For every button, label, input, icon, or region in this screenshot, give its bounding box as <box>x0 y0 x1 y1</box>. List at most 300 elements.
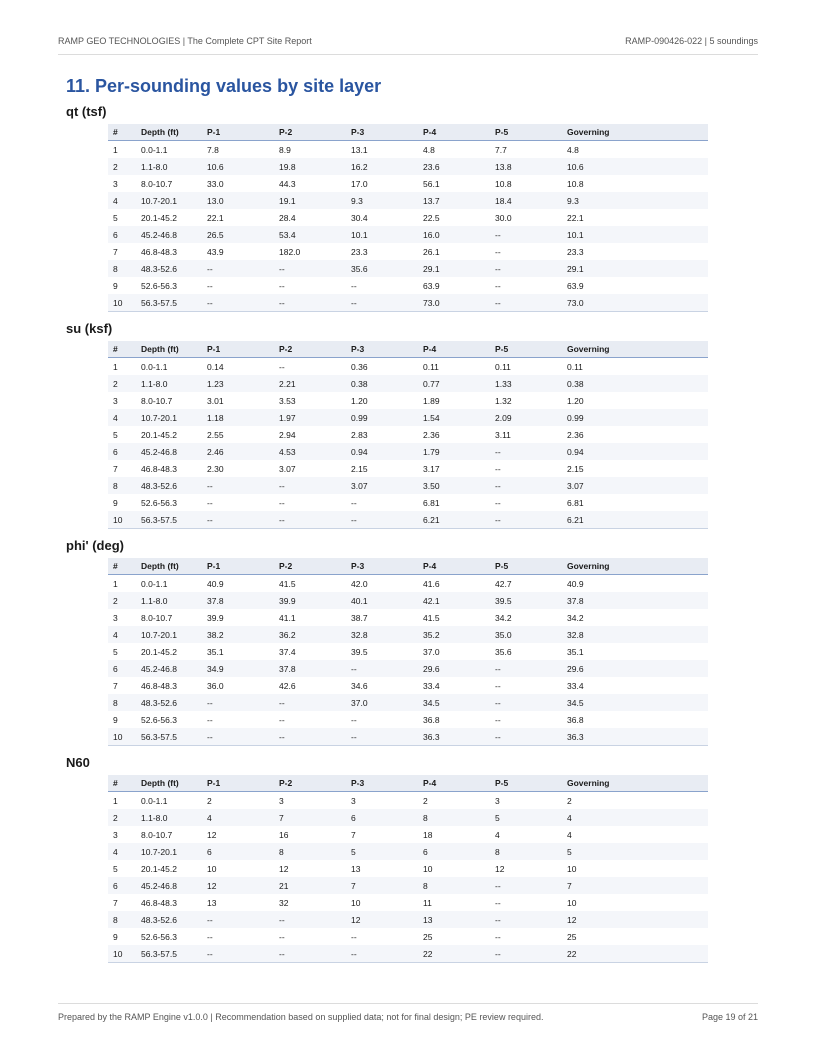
column-header: P-1 <box>202 124 274 141</box>
table-cell: 39.5 <box>490 592 562 609</box>
table-cell: 2 <box>207 795 212 806</box>
table-cell: 52.6-56.3 <box>141 497 177 508</box>
table-cell: 6 <box>202 843 274 860</box>
table-cell: 35.2 <box>418 626 490 643</box>
table-cell: 29.6 <box>418 660 490 677</box>
table-cell: 13.7 <box>418 192 490 209</box>
table-cell: 10 <box>108 511 136 529</box>
table-cell: 12 <box>562 911 708 928</box>
page-number: Page 19 of 21 <box>701 1012 758 1022</box>
table-cell: 9.3 <box>346 192 418 209</box>
table-row <box>108 928 708 945</box>
table-cell: -- <box>495 931 501 942</box>
table-row <box>108 409 708 426</box>
table-cell: -- <box>490 226 562 243</box>
table-cell: 8.0-10.7 <box>141 829 173 840</box>
table-cell: 29.1 <box>418 260 490 277</box>
table-cell: 9 <box>113 497 118 508</box>
table-cell: 3 <box>495 795 500 806</box>
table-cell: 48.3-52.6 <box>136 911 202 928</box>
table-cell: 2.21 <box>274 375 346 392</box>
table-cell: -- <box>490 511 562 529</box>
table-cell: 8.0-10.7 <box>141 612 173 623</box>
table-cell: 7 <box>351 829 356 840</box>
table-row <box>108 426 708 443</box>
table-cell: 4 <box>108 843 136 860</box>
table-cell: 2 <box>108 375 136 392</box>
table-cell: 0.11 <box>423 361 439 372</box>
page-footer <box>58 1003 758 1024</box>
table-cell: 22.1 <box>207 212 224 223</box>
table-cell: 1.89 <box>423 395 440 406</box>
table-cell: 8.0-10.7 <box>141 178 173 189</box>
table-cell: 48.3-52.6 <box>136 694 202 711</box>
table-cell: -- <box>346 660 418 677</box>
table-cell: 12 <box>346 911 418 928</box>
table-cell: 16.0 <box>418 226 490 243</box>
table-cell: 33.0 <box>207 178 224 189</box>
table-cell: 7.7 <box>495 144 507 155</box>
table-cell: 10 <box>207 863 217 874</box>
table-cell: 29.1 <box>562 260 708 277</box>
table-cell: -- <box>495 497 501 508</box>
table-cell: 0.14 <box>207 361 224 372</box>
table-row <box>108 609 708 626</box>
table-cell: 4.8 <box>567 144 579 155</box>
table-cell: 2.30 <box>207 463 224 474</box>
table-cell: 22.1 <box>567 212 584 223</box>
table-cell: 40.1 <box>346 592 418 609</box>
table-cell: 17.0 <box>351 178 368 189</box>
table-cell: -- <box>346 294 418 312</box>
column-header: P-1 <box>202 558 274 575</box>
table-cell: -- <box>490 294 562 312</box>
table-row <box>108 477 708 494</box>
table-cell: 2.09 <box>490 409 562 426</box>
table-cell: 2.15 <box>567 463 584 474</box>
table-cell: 35.6 <box>346 260 418 277</box>
table-cell: 0.94 <box>346 443 418 460</box>
table-cell: 2 <box>108 592 136 609</box>
table-cell: 0.99 <box>346 409 418 426</box>
table-cell: 40.9 <box>567 578 584 589</box>
table-cell: -- <box>202 511 274 529</box>
table-cell: 46.8-48.3 <box>141 246 177 257</box>
table-cell: -- <box>495 897 501 908</box>
table-cell: 32 <box>279 897 289 908</box>
column-header: P-4 <box>418 124 490 141</box>
table-cell: 0.99 <box>562 409 708 426</box>
table-cell: 63.9 <box>567 280 584 291</box>
table-cell: 1.97 <box>274 409 346 426</box>
table-row <box>108 260 708 277</box>
table-cell: 10.8 <box>567 178 584 189</box>
table-cell: 3 <box>351 795 356 806</box>
table-cell: -- <box>207 497 213 508</box>
table-cell: 0.0-1.1 <box>141 795 168 806</box>
column-header: Governing <box>562 775 708 792</box>
table-cell: 41.5 <box>423 612 440 623</box>
table-cell: -- <box>490 260 562 277</box>
table-cell: 10.7-20.1 <box>136 843 202 860</box>
table-cell: 37.8 <box>562 592 708 609</box>
table-cell: 3 <box>113 178 118 189</box>
table-cell: -- <box>202 294 274 312</box>
table-cell: 20.1-45.2 <box>141 429 177 440</box>
table-cell: 36.8 <box>423 714 440 725</box>
header-right-text: RAMP-090426-022 | 5 soundings <box>625 36 758 46</box>
table-cell: -- <box>490 945 562 963</box>
table-cell: 10.6 <box>202 158 274 175</box>
table-cell: 5 <box>113 212 118 223</box>
table-cell: -- <box>274 911 346 928</box>
table-cell: -- <box>346 728 418 746</box>
table-cell: 2 <box>108 809 136 826</box>
table-cell: 6 <box>108 877 136 894</box>
table-cell: 21 <box>274 877 346 894</box>
table-cell: 3 <box>113 829 118 840</box>
table-cell: 1.18 <box>202 409 274 426</box>
table-cell: 53.4 <box>274 226 346 243</box>
column-header: P-2 <box>274 124 346 141</box>
table-cell: 10.7-20.1 <box>136 626 202 643</box>
table-cell: -- <box>202 260 274 277</box>
table-row <box>108 192 708 209</box>
table-cell: 11 <box>423 897 432 908</box>
table-cell: 7 <box>274 809 346 826</box>
footer-left-text: Prepared by the RAMP Engine v1.0.0 | Recommendation based on supplied data; not for final design; PE review required. <box>58 1012 544 1022</box>
table-cell: 4 <box>202 809 274 826</box>
table-cell: -- <box>490 477 562 494</box>
table-cell: 1 <box>113 144 118 155</box>
table-cell: 36.0 <box>207 680 224 691</box>
section-title: 11. Per-sounding values by site layer <box>66 76 382 96</box>
table-cell: 22 <box>562 945 708 963</box>
table-cell: -- <box>490 443 562 460</box>
table-cell: 13.1 <box>351 144 368 155</box>
column-header: P-3 <box>346 341 418 358</box>
table-row <box>108 575 708 593</box>
table-header-row <box>108 124 708 141</box>
table-cell: -- <box>274 294 346 312</box>
table-row <box>108 877 708 894</box>
table-cell: 63.9 <box>423 280 440 291</box>
table-cell: 37.8 <box>274 660 346 677</box>
table-cell: -- <box>279 714 285 725</box>
table-cell: -- <box>490 911 562 928</box>
table-cell: 36.3 <box>562 728 708 746</box>
table-cell: 20.1-45.2 <box>141 212 177 223</box>
table-cell: 10 <box>567 863 577 874</box>
table-cell: -- <box>490 660 562 677</box>
table-row <box>108 911 708 928</box>
table-cell: 39.5 <box>351 646 368 657</box>
table-cell: -- <box>274 260 346 277</box>
layer-values-table <box>108 124 708 312</box>
table-row <box>108 375 708 392</box>
table-cell: 7 <box>113 680 118 691</box>
table-header-row <box>108 775 708 792</box>
table-cell: 0.11 <box>495 361 511 372</box>
table-cell: 12 <box>202 877 274 894</box>
table-cell: 56.3-57.5 <box>136 294 202 312</box>
table-cell: 6 <box>108 226 136 243</box>
table-cell: -- <box>207 280 213 291</box>
table-cell: 3.07 <box>346 477 418 494</box>
column-header: P-1 <box>202 341 274 358</box>
table-header-row <box>108 558 708 575</box>
table-cell: 8 <box>418 809 490 826</box>
table-cell: 48.3-52.6 <box>136 260 202 277</box>
table-row <box>108 443 708 460</box>
column-header: # <box>108 341 136 358</box>
layer-values-table <box>108 341 708 529</box>
table-cell: 2 <box>567 795 572 806</box>
table-cell: 7 <box>562 877 708 894</box>
table-cell: 2.15 <box>351 463 368 474</box>
table-row <box>108 243 708 260</box>
table-row <box>108 294 708 312</box>
table-cell: -- <box>490 877 562 894</box>
table-cell: 13 <box>351 863 361 874</box>
table-cell: 33.4 <box>567 680 584 691</box>
table-cell: 52.6-56.3 <box>141 280 177 291</box>
table-cell: -- <box>207 714 213 725</box>
table-cell: 42.6 <box>279 680 296 691</box>
table-title: qt (tsf) <box>66 104 107 119</box>
table-cell: 46.8-48.3 <box>141 680 177 691</box>
table-cell: 6 <box>108 660 136 677</box>
table-cell: -- <box>207 931 213 942</box>
column-header: P-4 <box>418 341 490 358</box>
table-row <box>108 494 708 511</box>
table-cell: -- <box>274 728 346 746</box>
table-row <box>108 141 708 159</box>
table-cell: 56.3-57.5 <box>136 511 202 529</box>
table-cell: 3.53 <box>279 395 296 406</box>
table-cell: 0.38 <box>562 375 708 392</box>
table-row <box>108 592 708 609</box>
table-cell: 16.2 <box>346 158 418 175</box>
table-cell: 35.1 <box>567 646 584 657</box>
table-cell: 0.0-1.1 <box>141 578 168 589</box>
table-cell: 0.0-1.1 <box>141 144 168 155</box>
table-row <box>108 643 708 660</box>
column-header: Governing <box>562 341 708 358</box>
table-cell: 30.0 <box>495 212 512 223</box>
table-row <box>108 392 708 409</box>
table-cell: 42.1 <box>418 592 490 609</box>
column-header: P-5 <box>490 775 562 792</box>
table-row <box>108 175 708 192</box>
table-cell: 34.2 <box>567 612 584 623</box>
table-cell: 10 <box>567 897 577 908</box>
table-row <box>108 677 708 694</box>
table-cell: 38.7 <box>351 612 368 623</box>
table-cell: 1.1-8.0 <box>136 592 202 609</box>
table-cell: 3 <box>279 795 284 806</box>
table-cell: -- <box>351 714 357 725</box>
table-cell: 10.1 <box>562 226 708 243</box>
table-cell: 2.36 <box>423 429 440 440</box>
table-cell: -- <box>202 945 274 963</box>
table-cell: 23.3 <box>567 246 584 257</box>
table-cell: 0.77 <box>418 375 490 392</box>
table-cell: 34.9 <box>202 660 274 677</box>
table-row <box>108 511 708 529</box>
table-cell: 4 <box>108 409 136 426</box>
column-header: P-5 <box>490 124 562 141</box>
table-cell: -- <box>351 280 357 291</box>
table-cell: 29.6 <box>562 660 708 677</box>
table-cell: 20.1-45.2 <box>141 863 177 874</box>
table-cell: 42.0 <box>351 578 368 589</box>
table-cell: 9 <box>113 714 118 725</box>
table-cell: 38.2 <box>202 626 274 643</box>
table-cell: 7 <box>113 897 118 908</box>
table-cell: 13.0 <box>202 192 274 209</box>
table-cell: -- <box>495 246 501 257</box>
table-cell: 3.11 <box>495 429 511 440</box>
column-header: Governing <box>562 558 708 575</box>
table-cell: 7 <box>346 877 418 894</box>
table-cell: 34.5 <box>418 694 490 711</box>
table-cell: 12 <box>279 863 289 874</box>
table-title: su (ksf) <box>66 321 113 336</box>
table-cell: 25 <box>567 931 577 942</box>
table-cell: 4 <box>567 829 572 840</box>
table-cell: 4.53 <box>274 443 346 460</box>
table-cell: 6.21 <box>562 511 708 529</box>
table-row <box>108 277 708 294</box>
table-cell: -- <box>274 511 346 529</box>
table-cell: 0.11 <box>567 361 583 372</box>
table-cell: 2 <box>108 158 136 175</box>
table-cell: 32.8 <box>346 626 418 643</box>
table-cell: 34.6 <box>351 680 368 691</box>
table-cell: -- <box>495 280 501 291</box>
table-cell: 1.1-8.0 <box>136 809 202 826</box>
table-cell: -- <box>346 945 418 963</box>
table-row <box>108 209 708 226</box>
table-title: N60 <box>66 755 90 770</box>
table-cell: 42.7 <box>495 578 512 589</box>
table-cell: 37.0 <box>423 646 440 657</box>
table-cell: -- <box>490 728 562 746</box>
table-row <box>108 460 708 477</box>
table-cell: 5 <box>113 429 118 440</box>
table-cell: -- <box>495 714 501 725</box>
table-cell: 41.1 <box>279 612 296 623</box>
table-cell: 46.8-48.3 <box>141 897 177 908</box>
table-cell: 45.2-46.8 <box>136 877 202 894</box>
table-cell: 3.07 <box>562 477 708 494</box>
column-header: # <box>108 775 136 792</box>
table-cell: 1 <box>113 361 118 372</box>
table-cell: 41.5 <box>279 578 296 589</box>
table-cell: 5 <box>113 863 118 874</box>
table-cell: 6.81 <box>567 497 584 508</box>
table-cell: 8 <box>108 911 136 928</box>
table-cell: 2 <box>423 795 428 806</box>
table-cell: -- <box>351 931 357 942</box>
table-cell: 37.8 <box>202 592 274 609</box>
table-cell: 26.5 <box>202 226 274 243</box>
table-row <box>108 226 708 243</box>
table-cell: 45.2-46.8 <box>136 226 202 243</box>
table-cell: 8.9 <box>279 144 291 155</box>
table-cell: 2.36 <box>567 429 584 440</box>
table-cell: 8 <box>490 843 562 860</box>
table-row <box>108 660 708 677</box>
table-cell: -- <box>495 463 501 474</box>
table-cell: 13.8 <box>490 158 562 175</box>
table-cell: 1.32 <box>495 395 512 406</box>
table-cell: 2.55 <box>207 429 224 440</box>
column-header: Depth (ft) <box>136 775 202 792</box>
table-cell: 37.4 <box>279 646 296 657</box>
table-cell: -- <box>202 694 274 711</box>
table-cell: 2.94 <box>279 429 296 440</box>
table-cell: 12 <box>207 829 217 840</box>
table-cell: 10 <box>108 294 136 312</box>
column-header: Depth (ft) <box>136 558 202 575</box>
table-cell: 7 <box>113 246 118 257</box>
header-left-text: RAMP GEO TECHNOLOGIES | The Complete CPT Site Report <box>58 36 312 46</box>
table-cell: -- <box>346 511 418 529</box>
table-cell: 10.8 <box>495 178 512 189</box>
table-cell: 6.21 <box>418 511 490 529</box>
table-cell: 52.6-56.3 <box>141 714 177 725</box>
table-cell: 22.5 <box>423 212 440 223</box>
table-cell: 35.0 <box>490 626 562 643</box>
table-cell: 3.50 <box>418 477 490 494</box>
table-cell: -- <box>274 477 346 494</box>
table-cell: 10.1 <box>346 226 418 243</box>
table-title: phi' (deg) <box>66 538 124 553</box>
table-cell: -- <box>490 694 562 711</box>
table-header-row <box>108 341 708 358</box>
column-header: P-2 <box>274 775 346 792</box>
table-cell: 10.7-20.1 <box>136 192 202 209</box>
table-cell: 10.7-20.1 <box>136 409 202 426</box>
table-cell: -- <box>274 945 346 963</box>
table-cell: 13 <box>418 911 490 928</box>
table-cell: 4 <box>108 192 136 209</box>
column-header: P-2 <box>274 558 346 575</box>
table-cell: 37.0 <box>346 694 418 711</box>
column-header: P-3 <box>346 775 418 792</box>
table-cell: 10 <box>351 897 361 908</box>
table-cell: 182.0 <box>279 246 301 257</box>
table-cell: 9 <box>113 280 118 291</box>
table-cell: 20.1-45.2 <box>141 646 177 657</box>
table-cell: 7 <box>113 463 118 474</box>
table-cell: 4 <box>495 829 500 840</box>
table-cell: 19.8 <box>274 158 346 175</box>
table-cell: 18.4 <box>490 192 562 209</box>
table-cell: -- <box>274 694 346 711</box>
column-header: Depth (ft) <box>136 124 202 141</box>
table-cell: 0.94 <box>562 443 708 460</box>
table-row <box>108 694 708 711</box>
column-header: # <box>108 558 136 575</box>
table-cell: 5 <box>490 809 562 826</box>
table-cell: 22 <box>418 945 490 963</box>
table-cell: 8 <box>108 477 136 494</box>
table-cell: 73.0 <box>562 294 708 312</box>
column-header: P-3 <box>346 558 418 575</box>
